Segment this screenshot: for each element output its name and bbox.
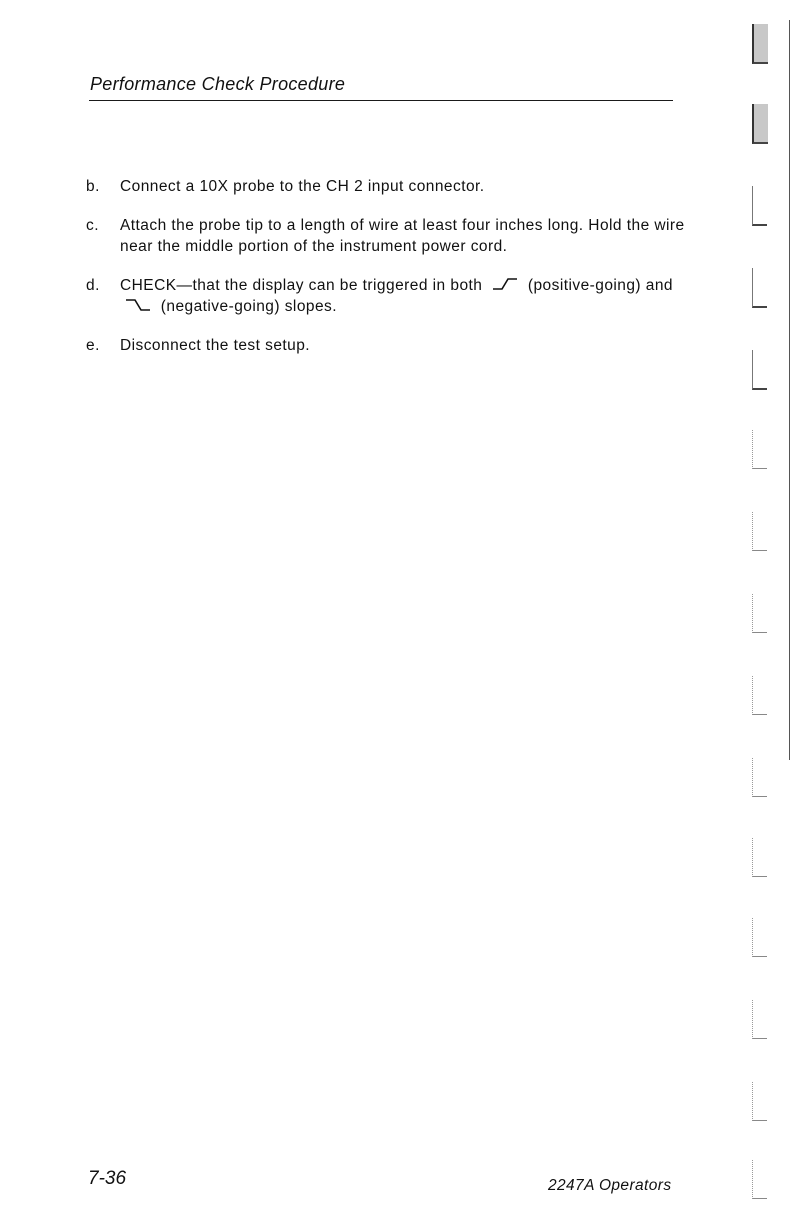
step-c [86,215,686,257]
step-letter: b. [86,178,100,195]
edge-tab [752,268,767,308]
edge-tab [752,1000,767,1039]
step-letter: e. [86,337,100,354]
edge-tab [752,430,767,469]
edge-tab [752,186,767,226]
page-header [89,72,673,101]
step-d [86,275,686,317]
step-b [86,176,686,197]
edge-tab [752,676,767,715]
step-letter: c. [86,217,99,234]
rising-slope-icon [492,277,518,291]
edge-tab [752,512,767,551]
step-text: Attach the probe tip to a length of wire at least four inches long. Hold the wire near the middle portion of the instrument power cord. [120,217,685,255]
edge-tab [752,104,768,144]
edge-tab [752,1160,767,1199]
step-text-part3: (negative-going) slopes. [160,298,337,315]
step-text-part1: CHECK—that the display can be triggered in both [120,277,483,294]
document-name: 2247A Operators [548,1177,672,1194]
edge-tab [752,838,767,877]
edge-tab [752,350,767,390]
step-text-part2: (positive-going) and [527,277,674,294]
edge-tab [752,1082,767,1121]
edge-tab [752,758,767,797]
step-letter: d. [86,277,100,294]
page-edge-line [789,20,790,760]
step-text: Connect a 10X probe to the CH 2 input connector. [120,178,485,195]
edge-tab [752,918,767,957]
page-title: Performance Check Procedure [90,74,346,94]
step-text: Disconnect the test setup. [120,337,311,354]
edge-tab [752,24,768,64]
step-e [86,335,686,356]
falling-slope-icon [125,298,151,312]
page-number: 7-36 [88,1168,127,1189]
section-edge-tabs [747,20,777,1220]
edge-tab [752,594,767,633]
procedure-steps [86,176,686,374]
